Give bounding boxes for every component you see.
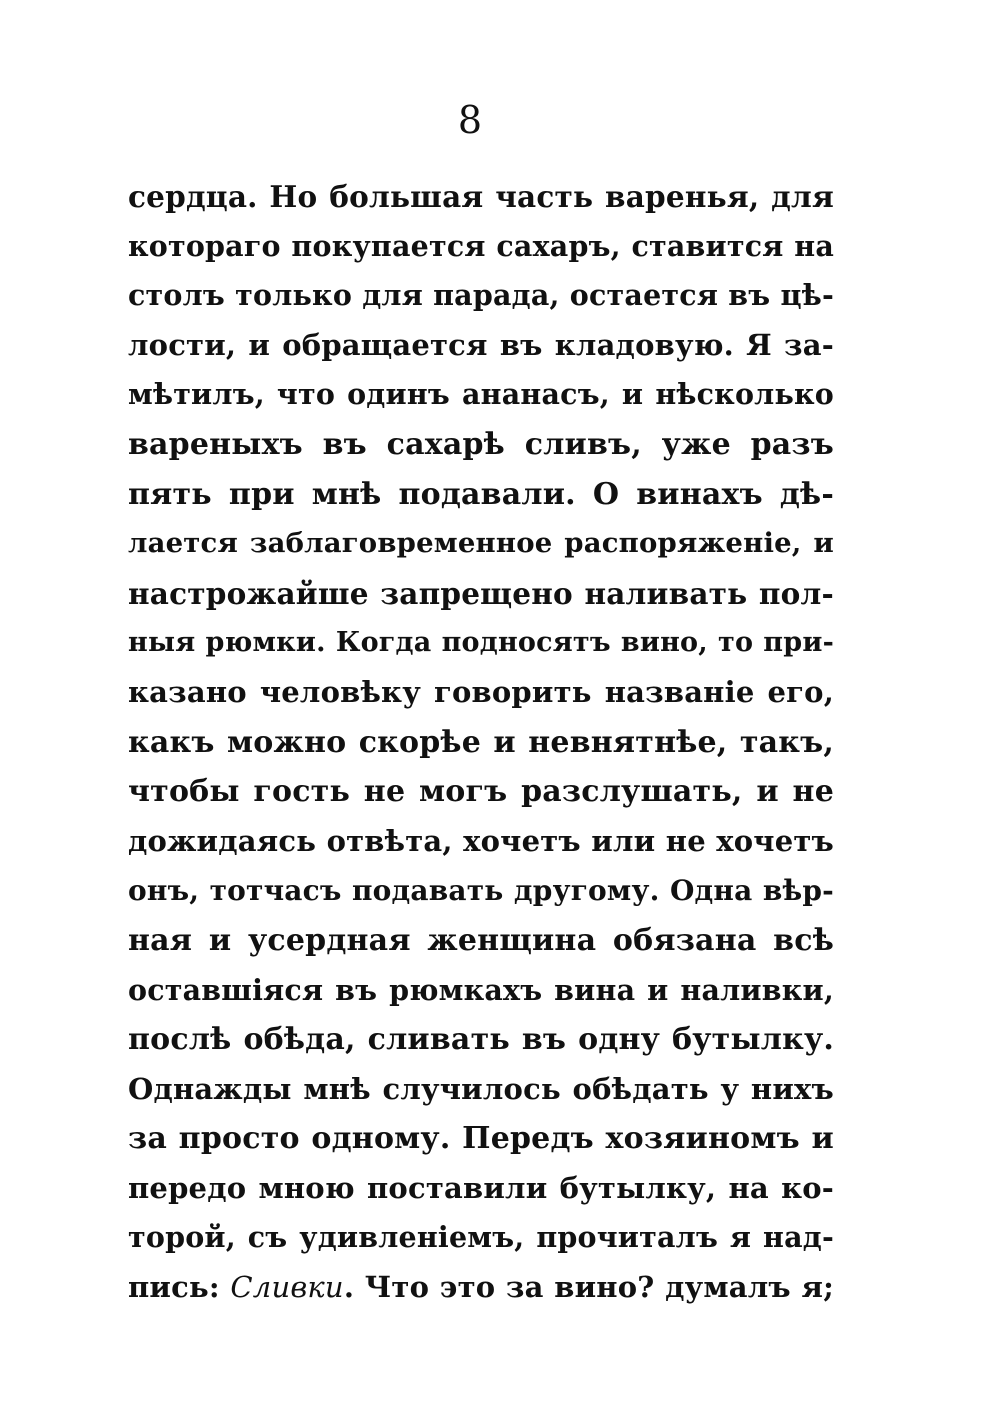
text-line: пять при мнѣ подавали. О винахъ дѣ-	[128, 476, 834, 512]
text-line: лается заблаговременное распоряженіе, и	[128, 527, 834, 560]
text-line: какъ можно скорѣе и невнятнѣе, такъ,	[128, 724, 834, 760]
text-line: вареныхъ въ сахарѣ сливъ, уже разъ	[128, 426, 834, 462]
text-line: ныя рюмки. Когда подносятъ вино, то при-	[128, 627, 834, 659]
text-line: дожидаясь отвѣта, хочетъ или не хочетъ	[128, 823, 834, 858]
last-line-after: . Что это за вино? думалъ я;	[343, 1270, 835, 1305]
text-line: за просто одному. Передъ хозяиномъ и	[128, 1121, 834, 1157]
text-line: Однажды мнѣ случилось обѣдать у нихъ	[128, 1071, 834, 1106]
body-text	[128, 172, 834, 1313]
text-line: чтобы гость не могъ разслушать, и не	[128, 774, 834, 810]
last-line-before: пись:	[128, 1270, 231, 1305]
page-number: 8	[457, 98, 483, 142]
text-line: лости, и обращается въ кладовую. Я за-	[128, 327, 834, 362]
text-line: столъ только для парада, остается въ цѣ-	[128, 278, 834, 313]
text-line: передо мною поставили бутылку, на ко-	[128, 1170, 834, 1205]
text-line: сердца. Но большая часть варенья, для	[128, 179, 834, 214]
text-line: онъ, тотчасъ подавать другому. Одна вѣр-	[128, 874, 834, 908]
text-line: ная и усердная женщина обязана всѣ	[128, 922, 834, 958]
text-line: мѣтилъ, что одинъ ананасъ, и нѣсколько	[128, 377, 834, 412]
text-line: настрожайше запрещено наливать пол-	[128, 575, 834, 611]
text-line: торой, съ удивленіемъ, прочиталъ я над-	[128, 1220, 834, 1255]
text-line: казано человѣку говорить названіе его,	[128, 674, 834, 709]
text-line: послѣ обѣда, сливать въ одну бутылку.	[128, 1022, 834, 1058]
text-line: котораго покупается сахаръ, ставится на	[128, 228, 834, 263]
text-line-last	[128, 1263, 834, 1313]
italic-word: Сливки	[230, 1270, 344, 1305]
text-line: оставшіяся въ рюмкахъ вина и наливки,	[128, 972, 834, 1007]
